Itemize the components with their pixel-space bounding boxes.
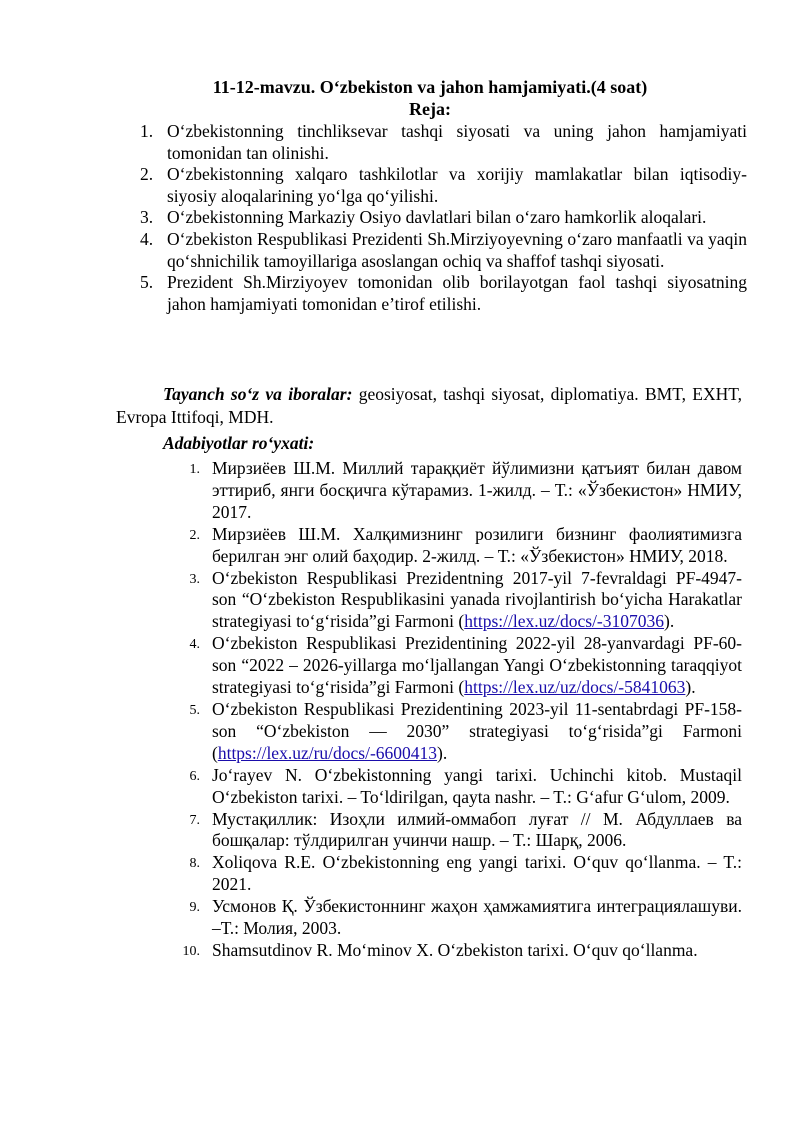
literature-item-text: O‘zbekiston Respublikasi Prezidentining 2023-yil 11-sentabrdagi PF-158-son “O‘zbekiston — 2030” strategiyasi to‘g‘risida”gi Farmoni ( [212,698,742,763]
literature-item [178,852,742,896]
literature-item [178,896,742,940]
literature-item-text: Shamsutdinov R. Mo‘minov X. O‘zbekiston tarixi. O‘quv qo‘llanma. [212,939,698,960]
literature-item [178,568,742,634]
literature-item-number: 2. [189,527,200,543]
literature-item-text: Усмонов Қ. Ўзбекистоннинг жаҳон ҳамжамиятига интеграциялашуви. –Т.: Молия, 2003. [212,896,742,939]
plan-item [140,164,747,207]
literature-item [178,458,742,524]
plan-item [140,229,747,272]
literature-item-number: 9. [189,900,200,916]
plan-item-number: 1. [140,121,154,141]
literature-item [178,524,742,568]
literature-item [178,699,742,765]
plan-item-text: O‘zbekistonning xalqaro tashkilotlar va xorijiy mamlakatlar bilan iqtisodiy-siyosiy aloqalarining yo‘lga qo‘yilishi. [167,164,747,206]
literature-item-suffix: ). [664,611,675,632]
plan-item [140,121,747,164]
literature-link[interactable]: https://lex.uz/docs/-3107036 [464,611,665,632]
plan-list [140,121,747,315]
plan-item-number: 5. [140,272,154,293]
literature-item-number: 8. [189,856,200,872]
plan-item [140,207,747,229]
keywords-text: geosiyosat, tashqi siyosat, diplomatiya. BMT, EXHT, Evropa Ittifoqi, MDH. [116,384,742,427]
literature-item [178,940,742,962]
literature-link[interactable]: https://lex.uz/ru/docs/-6600413 [217,742,438,763]
literature-item-text: Мирзиёев Ш.М. Миллий тараққиёт йўлимизни қатъият билан давом эттириб, янги босқичга кўтарамиз. 1-жилд. – Т.: «Ўзбекистон» НМИУ, 2017. [212,458,742,522]
plan-item-text: Prezident Sh.Mirziyoyev tomonidan olib borilayotgan faol tashqi siyosatning jahon hamjamiyati tomonidan e’tirof etilishi. [167,272,747,314]
plan-heading: Reja: [409,99,451,119]
literature-item-text: Мустақиллик: Изоҳли илмий-оммабоп луғат // М. Абдуллаев ва бошқалар: тўлдирилган учинчи нашр. – Т.: Шарқ, 2006. [212,808,742,851]
literature-item-text: Xoliqova R.E. O‘zbekistonning eng yangi tarixi. O‘quv qo‘llanma. – T.: 2021. [212,852,742,895]
plan-item [140,272,747,315]
literature-item-number: 1. [189,462,200,477]
literature-item-number: 4. [189,637,200,653]
literature-item-number: 5. [189,702,200,718]
literature-item-text: Jo‘rayev N. O‘zbekistonning yangi tarixi. Uchinchi kitob. Mustaqil O‘zbekiston tarixi. – To‘ldirilgan, qayta nashr. – T.: G‘afur G‘ulom, 2009. [212,764,742,807]
plan-item-text: O‘zbekiston Respublikasi Prezidenti Sh.Mirziyoyevning o‘zaro manfaatli va yaqin qo‘shnichilik tamoyillariga asoslangan ochiq va shaffof tashqi siyosati. [167,228,747,271]
literature-item-suffix: ). [437,742,448,763]
literature-item [178,809,742,853]
document-title: 11-12-mavzu. O‘zbekiston va jahon hamjamiyati.(4 soat) [212,77,648,97]
literature-list [178,458,742,962]
literature-item-text: O‘zbekiston Respublikasi Prezidentning 2017-yil 7-fevraldagi PF-4947-son “O‘zbekiston Respublikasini yanada rivojlantirish bo‘yicha Harakatlar strategiyasi to‘g‘risida”gi Farmoni ( [212,567,742,632]
literature-item-number: 10. [182,943,200,959]
literature-item-number: 7. [189,812,200,828]
literature-item-suffix: ). [685,677,696,698]
literature-item-number: 3. [189,571,200,587]
literature-heading: Adabiyotlar ro‘yxati: [163,433,315,453]
plan-item-number: 4. [140,228,154,249]
plan-item-number: 3. [140,207,154,228]
literature-item-number: 6. [189,768,200,784]
keywords-paragraph [116,383,742,429]
literature-item [178,633,742,699]
literature-item [178,765,742,809]
literature-item-text: O‘zbekiston Respublikasi Prezidentining 2022-yil 28-yanvardagi PF-60-son “2022 – 2026-yillarga mo‘ljallangan Yangi O‘zbekistonning taraqqiyot strategiyasi to‘g‘risida”gi Farmoni ( [212,633,742,698]
literature-item-text: Мирзиёев Ш.М. Халқимизнинг розилиги бизнинг фаолиятимизга берилган энг олий баҳодир. 2-жилд. – Т.: «Ўзбекистон» НМИУ, 2018. [212,523,742,566]
plan-item-text: O‘zbekistonning Markaziy Osiyo davlatlari bilan o‘zaro hamkorlik aloqalari. [167,207,707,228]
plan-item-number: 2. [140,164,154,185]
plan-item-text: O‘zbekistonning tinchliksevar tashqi siyosati va uning jahon hamjamiyati tomonidan tan olinishi. [167,121,747,163]
literature-link[interactable]: https://lex.uz/uz/docs/-5841063 [464,677,686,698]
keywords-label: Tayanch so‘z va iboralar: [163,384,353,404]
